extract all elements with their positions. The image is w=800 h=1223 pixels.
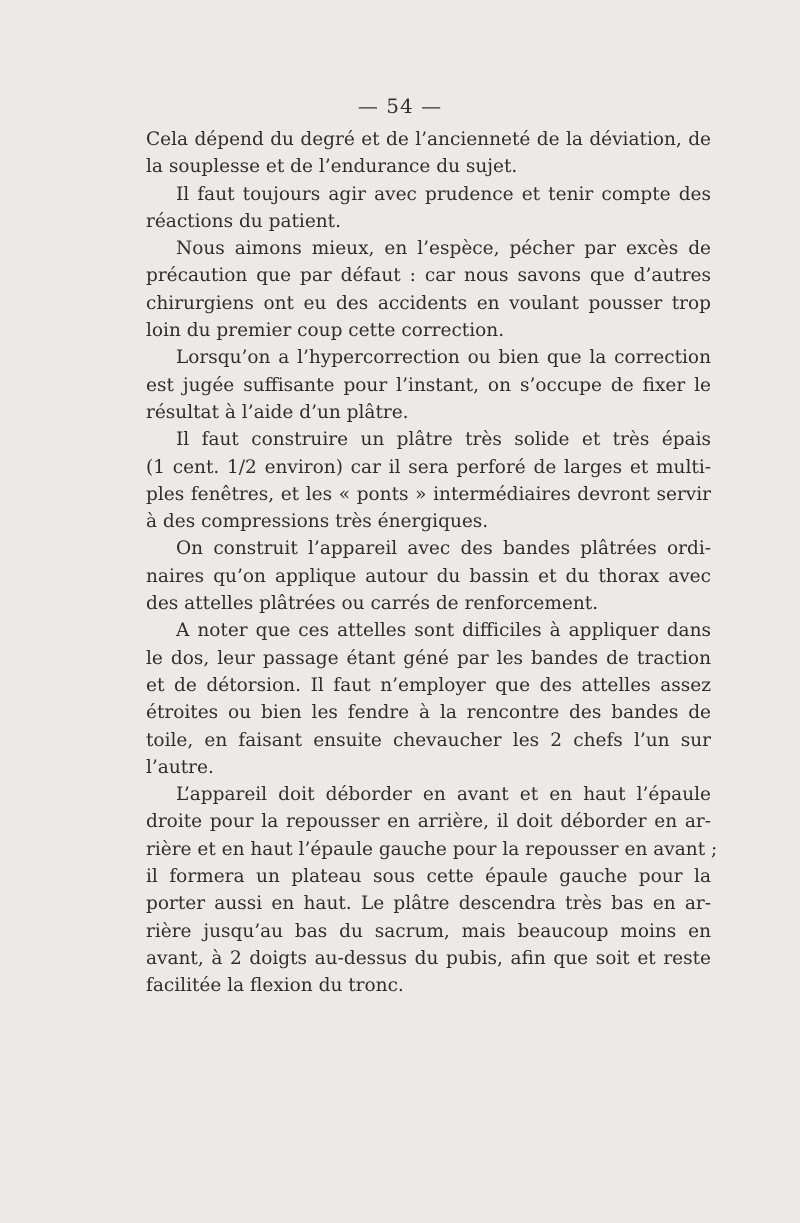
text-line: Cela dépend du degré et de l’ancienneté de la déviation, de — [146, 129, 711, 150]
text-line: des attelles plâtrées ou carrés de renforcement. — [146, 593, 599, 615]
text-line: Lorsqu’on a l’hypercorrection ou bien que la correction — [176, 347, 711, 369]
text-line: rière et en haut l’épaule gauche pour la repousser en avant ; — [146, 838, 718, 860]
text-line: il formera un plateau sous cette épaule gauche pour la — [146, 866, 711, 888]
text-line: facilitée la flexion du tronc. — [146, 975, 404, 997]
text-line: toile, en faisant ensuite chevaucher les 2 chefs l’un sur — [146, 729, 711, 751]
text-line: naires qu’on applique autour du bassin et du thorax avec — [146, 565, 711, 587]
text-line: avant, à 2 doigts au-dessus du pubis, afin que soit et reste — [146, 947, 711, 969]
text-line: ples fenêtres, et les « ponts » intermédiaires devront servir — [146, 483, 711, 505]
text-line: à des compressions très énergiques. — [146, 511, 489, 533]
text-line: la souplesse et de l’endurance du sujet. — [146, 156, 518, 178]
text-line: Nous aimons mieux, en l’espèce, pécher par excès de — [176, 238, 711, 260]
text-line: porter aussi en haut. Le plâtre descendra très bas en ar- — [146, 893, 711, 915]
body-text — [146, 126, 718, 1000]
page-number: — 54 — — [357, 94, 443, 118]
text-line: précaution que par défaut : car nous savons que d’autres — [146, 265, 711, 287]
text-line: le dos, leur passage étant géné par les bandes de traction — [146, 647, 711, 669]
text-line: (1 cent. 1/2 environ) car il sera perforé de larges et multi- — [146, 456, 711, 478]
text-line: loin du premier coup cette correction. — [146, 320, 505, 342]
text-line: réactions du patient. — [146, 210, 341, 232]
text-line: Il faut toujours agir avec prudence et tenir compte des — [176, 183, 711, 205]
text-line: l’autre. — [146, 756, 214, 778]
text-line: étroites ou bien les fendre à la rencontre des bandes de — [146, 702, 711, 724]
text-line: chirurgiens ont eu des accidents en voulant pousser trop — [146, 292, 711, 314]
text-line: On construit l’appareil avec des bandes plâtrées ordi- — [176, 538, 711, 560]
text-line: est jugée suffisante pour l’instant, on s’occupe de fixer le — [146, 374, 711, 396]
text-line: résultat à l’aide d’un plâtre. — [146, 401, 409, 423]
text-line: et de détorsion. Il faut n’employer que des attelles assez — [146, 674, 711, 696]
text-line: droite pour la repousser en arrière, il doit déborder en ar- — [146, 811, 711, 833]
text-line: Il faut construire un plâtre très solide et très épais — [176, 429, 711, 451]
text-line: L’appareil doit déborder en avant et en haut l’épaule — [176, 784, 711, 806]
text-line: rière jusqu’au bas du sacrum, mais beaucoup moins en — [146, 920, 711, 942]
text-line: A noter que ces attelles sont difficiles à appliquer dans — [176, 620, 711, 642]
